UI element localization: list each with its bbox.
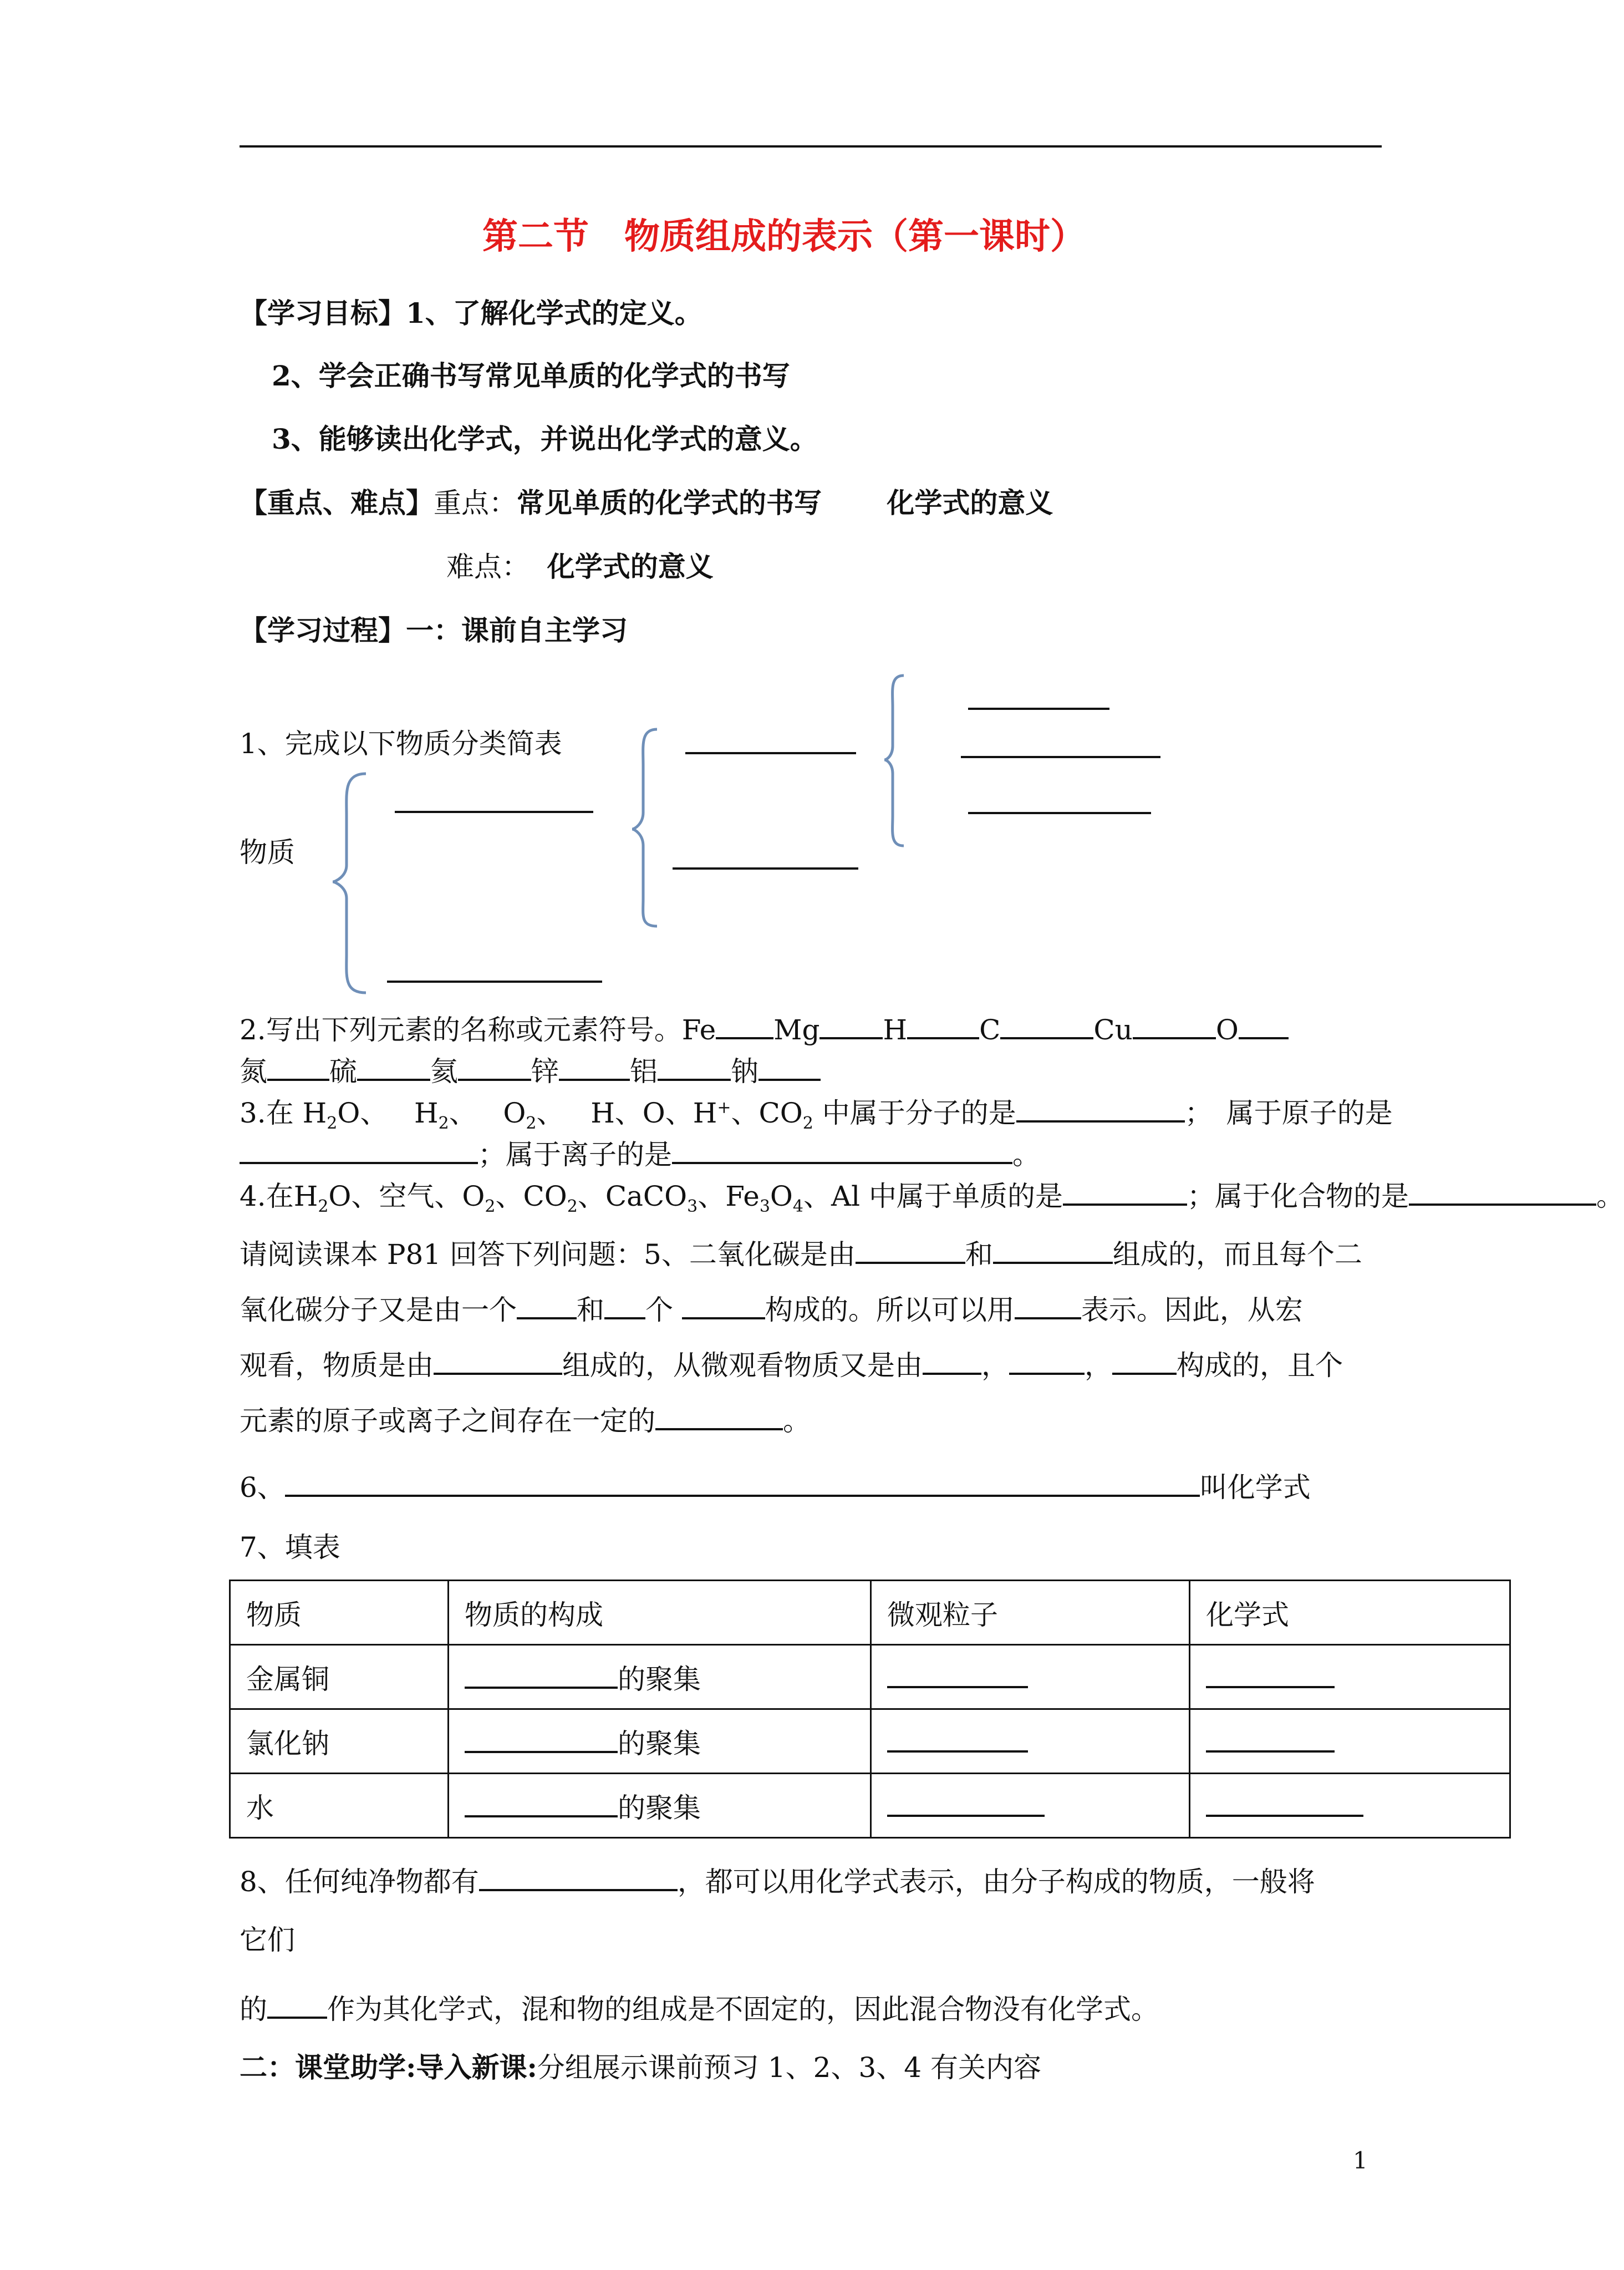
q6-prefix: 6、 (240, 1471, 285, 1504)
blank-formula-cell[interactable] (1206, 1659, 1335, 1688)
symbol-o: O (1215, 1014, 1239, 1046)
brace-3 (884, 676, 904, 846)
blank-zn[interactable] (559, 1052, 630, 1081)
blank-molecular-formula[interactable] (267, 1990, 327, 2019)
q2-prefix: 2.写出下列元素的名称或元素符号。 (240, 1014, 682, 1046)
q4-end: 。 (1596, 1180, 1624, 1212)
blank-n[interactable] (267, 1052, 329, 1081)
q3-ions: ；属于离子的是 (478, 1139, 672, 1171)
blank-class-1[interactable] (395, 811, 593, 813)
page-title: 第二节 物质组成的表示（第一课时） (482, 216, 1086, 257)
formula-o2: $O_2$、 (503, 1097, 564, 1133)
blank-o[interactable] (1239, 1010, 1289, 1039)
blank-composition[interactable] (465, 1789, 618, 1817)
cell-composition: 的聚集 (449, 1774, 871, 1838)
blank-class-6[interactable] (961, 756, 1160, 758)
blank-class-3[interactable] (685, 752, 856, 754)
q3-atoms: ； 属于原子的是 (1184, 1097, 1393, 1129)
key-label: 重点： (434, 487, 517, 519)
name-s: 硫 (329, 1055, 357, 1088)
q5-text-2c: 个 (645, 1294, 673, 1326)
q6-line (240, 1468, 1311, 1504)
q4-compound: ；属于化合物的是 (1187, 1180, 1409, 1212)
q3-line-1 (240, 1094, 1393, 1133)
blank-class-2[interactable] (387, 981, 602, 983)
blank-micro-3[interactable] (1112, 1346, 1177, 1375)
table-row (230, 1709, 1510, 1774)
name-na: 钠 (731, 1055, 758, 1088)
q5-text-2d: 构成的。所以可以用 (765, 1294, 1015, 1326)
q5-text-3b: 组成的，从微观看物质又是由 (562, 1349, 923, 1382)
table-header-row (230, 1581, 1510, 1645)
q8-line-3: 的 作为其化学式，混和物的组成是不固定的，因此混合物没有化学式。 (240, 1990, 1159, 2023)
blank-class-5[interactable] (968, 708, 1109, 710)
q5-line-4: 元素的原子或离子之间存在一定的 。 (240, 1401, 811, 1435)
q3-molecules: 中属于分子的是 (813, 1097, 1016, 1129)
blank-mg[interactable] (819, 1010, 883, 1039)
goal-1: 1、了解化学式的定义。 (406, 297, 702, 329)
q8-line-1 (240, 1862, 1315, 1896)
cell-substance: 氯化钠 (230, 1709, 449, 1774)
blank-molecules[interactable] (1016, 1094, 1185, 1123)
q3-prefix: 3.在 (240, 1097, 294, 1129)
blank-na[interactable] (758, 1052, 821, 1081)
blank-h[interactable] (907, 1010, 979, 1039)
q7-label: 7、填表 (240, 1531, 340, 1563)
cell-substance: 水 (230, 1774, 449, 1838)
blank-composition-fixed[interactable] (479, 1862, 678, 1891)
blank-particle[interactable] (887, 1659, 1028, 1688)
blank-micro-2[interactable] (1009, 1346, 1085, 1375)
keypoints-label: 【重点、难点】 (240, 486, 434, 519)
symbol-cu: Cu (1093, 1014, 1133, 1046)
blank-cu[interactable] (1133, 1010, 1216, 1039)
brace-2 (632, 729, 657, 926)
blank-he[interactable] (458, 1052, 531, 1081)
name-n: 氮 (240, 1055, 267, 1088)
blank-class-4[interactable] (673, 867, 858, 870)
q8-line-2: 它们 (240, 1924, 295, 1956)
blank-count[interactable] (604, 1291, 645, 1319)
q5-text-1c: 组成的，而且每个二 (1112, 1238, 1362, 1271)
classification-braces (0, 0, 1605, 1026)
q5-text-4a: 元素的原子或离子之间存在一定的 (240, 1405, 655, 1437)
part2-label: 二：课堂助学:导入新课: (240, 2051, 537, 2084)
fill-table (229, 1580, 1511, 1839)
header-particle: 微观粒子 (871, 1581, 1190, 1645)
blank-formula[interactable] (1015, 1291, 1081, 1319)
blank-co2-element-1[interactable] (856, 1235, 965, 1264)
blank-composition[interactable] (465, 1724, 618, 1753)
q8-text-1b: ，都可以用化学式表示，由分子构成的物质，一般将 (677, 1866, 1315, 1898)
cell-particle (871, 1645, 1190, 1709)
q6-suffix: 叫化学式 (1199, 1471, 1311, 1504)
blank-co2-element-2[interactable] (993, 1235, 1113, 1264)
blank-definition[interactable] (285, 1468, 1200, 1497)
blank-compound[interactable] (1409, 1177, 1596, 1206)
cell-composition: 的聚集 (449, 1709, 871, 1774)
q3-line-2 (240, 1135, 1040, 1169)
blank-formula-cell[interactable] (1206, 1788, 1363, 1817)
formula-h2o: $H_2O$、 (302, 1097, 388, 1133)
q5-text-3a: 观看，物质是由 (240, 1349, 434, 1382)
name-he: 氦 (430, 1055, 458, 1088)
q5-text-2a: 氧化碳分子又是由一个 (240, 1294, 517, 1326)
goal-3: 3、能够读出化学式，并说出化学式的意义。 (272, 423, 818, 455)
blank-fe[interactable] (716, 1010, 773, 1039)
cell-substance: 金属铜 (230, 1645, 449, 1709)
symbol-mg: Mg (773, 1014, 820, 1046)
q5-text-3e: 构成的，且个 (1177, 1349, 1343, 1382)
blank-al[interactable] (658, 1052, 731, 1081)
q4-elements: 、Al 中属于单质的是 (803, 1180, 1063, 1212)
difficulty-label: 难点： (446, 551, 530, 583)
q5-text-2b: 和 (577, 1294, 604, 1326)
blank-ions[interactable] (672, 1135, 1012, 1164)
table-row (230, 1645, 1510, 1709)
blank-elements[interactable] (1063, 1177, 1187, 1206)
symbol-c: C (979, 1014, 1001, 1046)
cell-formula (1190, 1774, 1510, 1838)
process-part1: 一：课前自主学习 (406, 614, 628, 647)
symbol-h: H (883, 1014, 908, 1046)
key-text: 常见单质的化学式的书写 化学式的意义 (517, 486, 1053, 519)
q2-line-2 (240, 1052, 821, 1088)
cell-particle (871, 1709, 1190, 1774)
symbol-fe: Fe (681, 1014, 716, 1046)
blank-ratio[interactable] (655, 1401, 783, 1430)
blank-class-7[interactable] (968, 812, 1151, 814)
q4-line: 4.在$H_2O$、空气、$O_2$、$CO_2$、CaCO$_3$、$Fe_3O_4$、Al 中属于单质的是 ；属于化合物的是 。 (240, 1177, 1624, 1210)
formula-h2: $H_2$、 (414, 1097, 477, 1133)
process-label: 【学习过程】 (240, 614, 406, 647)
table-row (230, 1774, 1510, 1838)
cell-formula (1190, 1709, 1510, 1774)
name-zn: 锌 (531, 1055, 559, 1088)
name-al: 铝 (630, 1055, 658, 1088)
q1-text: 1、完成以下物质分类简表 (240, 728, 562, 760)
cell-composition: 的聚集 (449, 1645, 871, 1709)
cell-formula (1190, 1645, 1510, 1709)
blank-c[interactable] (1000, 1010, 1093, 1039)
part2-text: 分组展示课前预习 1、2、3、4 有关内容 (537, 2051, 1041, 2084)
blank-particle[interactable] (887, 1724, 1028, 1753)
blank-particle[interactable] (887, 1788, 1045, 1817)
q5-text-2e: 表示。因此，从宏 (1081, 1294, 1303, 1326)
blank-formula-cell[interactable] (1206, 1724, 1335, 1753)
brace-1 (333, 774, 366, 993)
difficulty-text: 化学式的意义 (547, 550, 714, 583)
blank-atom-2[interactable] (682, 1291, 765, 1319)
q8-text-3b: 作为其化学式，混和物的组成是不固定的，因此混合物没有化学式。 (327, 1993, 1159, 2025)
cell-particle (871, 1774, 1190, 1838)
goal-2: 2、学会正确书写常见单质的化学式的书写 (272, 359, 790, 392)
blank-micro-1[interactable] (923, 1346, 981, 1375)
q2-line-1 (240, 1010, 1289, 1044)
header-composition: 物质的构成 (449, 1581, 871, 1645)
page-number: 1 (1353, 2147, 1368, 2174)
q5-line-1 (240, 1235, 1362, 1271)
header-formula: 化学式 (1190, 1581, 1510, 1645)
q5-line-3: 观看，物质是由 组成的，从微观看物质又是由 ， ， 构成的，且个 (240, 1346, 1343, 1379)
goals-label: 【学习目标】 (240, 297, 406, 329)
q5-text-1b: 和 (965, 1238, 993, 1271)
q8-text-1a: 8、任何纯净物都有 (240, 1866, 479, 1898)
q5-line-2 (240, 1291, 1303, 1324)
q5-text-1a: 请阅读课本 P81 回答下列问题：5、二氧化碳是由 (240, 1238, 856, 1271)
formula-list: H、O、H+、$CO_2$ (590, 1097, 813, 1133)
blank-atom-1[interactable] (517, 1291, 577, 1319)
blank-macro[interactable] (434, 1346, 562, 1375)
blank-atoms[interactable] (240, 1135, 478, 1164)
blank-s[interactable] (357, 1052, 430, 1081)
blank-composition[interactable] (465, 1660, 618, 1689)
q1-root: 物质 (240, 836, 295, 869)
header-substance: 物质 (230, 1581, 449, 1645)
part2-line (240, 2051, 1041, 2084)
q3-end: 。 (1012, 1139, 1040, 1171)
